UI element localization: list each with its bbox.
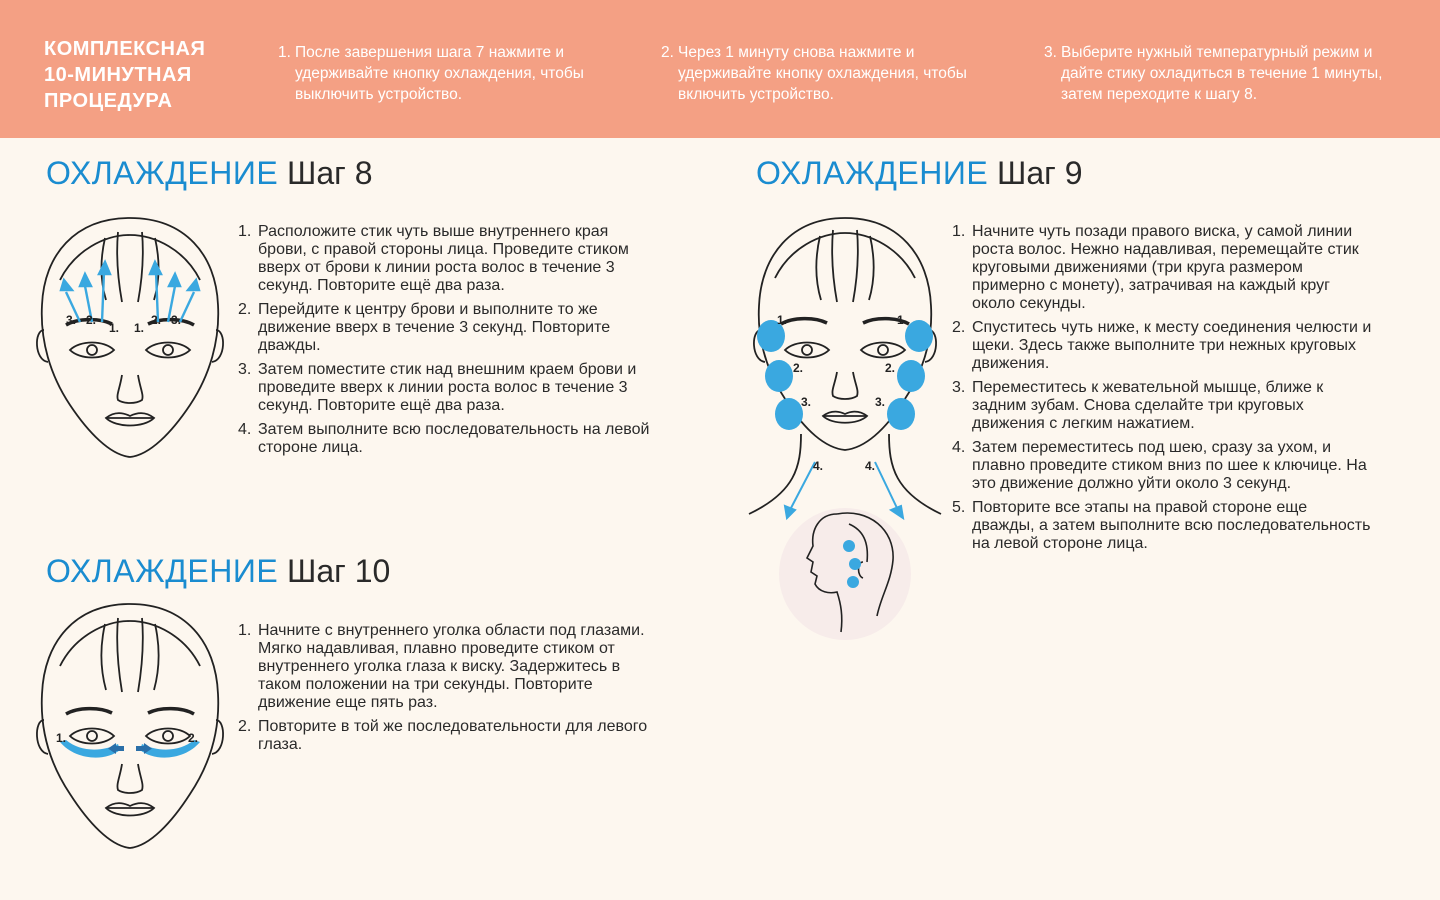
banner-step-text: После завершения шага 7 нажмите и удерживайте кнопку охлаждения, чтобы выключить устройство. <box>295 44 584 103</box>
step8-figure-label: 2. <box>86 313 97 327</box>
step10-item-text: Повторите в той же последовательности для левого глаза. <box>258 718 648 753</box>
banner-step-text: Через 1 минуту снова нажмите и удерживайте кнопку охлаждения, чтобы включить устройство. <box>678 44 967 103</box>
step8-item-number: 3. <box>238 361 252 378</box>
step8-figure-label: 1. <box>134 321 145 335</box>
step9-item-number: 4. <box>952 439 966 456</box>
step8-item-2 <box>238 301 658 355</box>
step9-title <box>756 154 1083 192</box>
step8-figure-label: 3. <box>66 313 77 327</box>
step10-face-illustration <box>30 602 230 858</box>
step10-figure-label: 2. <box>188 731 199 745</box>
banner-step-number: 1. <box>278 44 291 61</box>
step8-item-1 <box>238 223 658 295</box>
step8-item-text: Затем поместите стик над внешним краем брови и проведите вверх к линии роста волос в течение 3 секунд. Повторите ещё два раза. <box>258 361 637 414</box>
step10-item-2 <box>238 718 658 754</box>
step9-item-number: 1. <box>952 223 966 240</box>
step8-item-number: 4. <box>238 421 252 438</box>
step10-item-number: 2. <box>238 718 252 735</box>
step9-item-4 <box>952 439 1372 493</box>
banner-step-text: Выберите нужный температурный режим и дайте стику охладиться в течение 1 минуты, затем переходите к шагу 8. <box>1061 44 1383 103</box>
step10-title-accent: ОХЛАЖДЕНИЕ <box>46 553 279 589</box>
step9-title-step: Шаг 9 <box>997 155 1083 191</box>
step8-item-text: Перейдите к центру брови и выполните то же движение вверх в течение 3 секунд. Повторите дважды. <box>258 301 611 354</box>
step8-item-4 <box>238 421 658 457</box>
step9-item-3 <box>952 379 1372 433</box>
banner-title: КОМПЛЕКСНАЯ 10-МИНУТНАЯ ПРОЦЕДУРА <box>44 38 206 112</box>
step9-face-illustration <box>745 212 945 642</box>
step8-item-3 <box>238 361 658 415</box>
step9-figure-label: 1. <box>897 313 908 327</box>
step9-item-number: 2. <box>952 319 966 336</box>
step10-title-step: Шаг 10 <box>287 553 391 589</box>
step10-item-1 <box>238 622 658 712</box>
step9-item-text: Затем переместитесь под шею, сразу за ухом, и плавно проведите стиком вниз по шее к ключице. На это движение должно уйти около 3 секунд. <box>972 439 1367 492</box>
step9-item-text: Начните чуть позади правого виска, у самой линии роста волос. Нежно надавливая, перемещайте стик круговыми движениями (три круга размером примерно с монету), затрачивая на каждый круг около секунды. <box>972 223 1359 312</box>
step9-item-text: Переместитесь к жевательной мышце, ближе к задним зубам. Снова сделайте три круговых движения с легким нажатием. <box>972 379 1324 432</box>
step8-figure-label: 2. <box>151 313 162 327</box>
step10-item-text: Начните с внутреннего уголка области под глазами. Мягко надавливая, плавно проведите стиком от внутреннего уголка глаза к виску. Задержитесь в таком положении на три секунды. Повторите движение еще пять раз. <box>258 622 645 711</box>
step10-item-number: 1. <box>238 622 252 639</box>
step8-item-number: 2. <box>238 301 252 318</box>
step9-item-5 <box>952 499 1372 553</box>
step10-instructions <box>238 622 658 760</box>
banner-step-number: 2. <box>661 44 674 61</box>
banner-step-3 <box>1044 42 1416 105</box>
procedure-banner <box>0 0 1440 138</box>
step8-instructions <box>238 223 658 463</box>
step9-figure-label: 3. <box>801 395 812 409</box>
step9-item-2 <box>952 319 1372 373</box>
step9-item-text: Повторите все этапы на правой стороне еще дважды, а затем выполните всю последовательность на левой стороне лица. <box>972 499 1371 552</box>
step8-item-text: Затем выполните всю последовательность на левой стороне лица. <box>258 421 650 456</box>
banner-step-number: 3. <box>1044 44 1057 61</box>
step9-figure-label: 1. <box>777 313 788 327</box>
step10-figure-label: 1. <box>56 731 67 745</box>
step8-title <box>46 154 373 192</box>
step9-item-text: Спуститесь чуть ниже, к месту соединения челюсти и щеки. Здесь также выполните три нежных круговых движения. <box>972 319 1372 372</box>
step8-title-accent: ОХЛАЖДЕНИЕ <box>46 155 279 191</box>
step9-item-number: 5. <box>952 499 966 516</box>
step8-face-illustration <box>30 210 230 470</box>
step9-figure-label: 2. <box>885 361 896 375</box>
step8-figure-label: 3. <box>171 313 182 327</box>
step10-title <box>46 552 390 590</box>
step9-instructions <box>952 223 1372 559</box>
step9-figure-label: 3. <box>875 395 886 409</box>
step9-item-number: 3. <box>952 379 966 396</box>
step8-item-text: Расположите стик чуть выше внутреннего края брови, с правой стороны лица. Проведите стиком вверх от брови к линии роста волос в течение 3 секунд. Повторите ещё два раза. <box>258 223 629 294</box>
banner-step-1 <box>278 42 628 105</box>
step8-item-number: 1. <box>238 223 252 240</box>
step9-item-1 <box>952 223 1372 313</box>
step8-figure-label: 1. <box>109 321 120 335</box>
step9-figure-label: 2. <box>793 361 804 375</box>
banner-step-2 <box>661 42 1011 105</box>
step9-title-accent: ОХЛАЖДЕНИЕ <box>756 155 989 191</box>
step9-figure-label: 4. <box>865 459 876 473</box>
step9-figure-label: 4. <box>813 459 824 473</box>
step8-title-step: Шаг 8 <box>287 155 373 191</box>
